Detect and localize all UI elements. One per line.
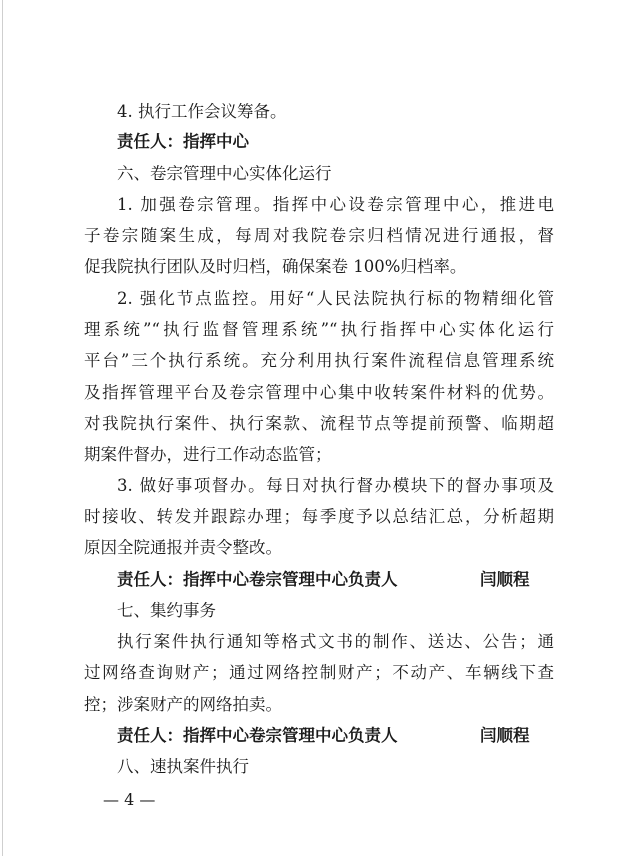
paragraph-line: 期案件督办，进行工作动态监管；: [84, 445, 332, 464]
paragraph-line: 原因全院通报并责令整改。: [84, 538, 282, 557]
paragraph-line: 控；涉案财产的网络拍卖。: [84, 695, 282, 714]
paragraph-line: 3. 做好事项督办。每日对执行督办模块下的督办事项及: [117, 476, 554, 495]
responsible-person-command-center: 责任人：指挥中心: [117, 132, 249, 151]
paragraph-line: 1. 加强卷宗管理。指挥中心设卷宗管理中心，推进电: [117, 195, 554, 214]
page-number: — 4 —: [103, 790, 156, 809]
paragraph-line: 子卷宗随案生成，每周对我院卷宗归档情况进行通报，督: [84, 226, 554, 245]
paragraph-line: 过网络查询财产；通过网络控制财产；不动产、车辆线下查: [84, 663, 554, 682]
section-6-heading: 六、卷宗管理中心实体化运行: [117, 164, 332, 183]
paragraph-line: 平台”三个执行系统。充分利用执行案件流程信息管理系统: [84, 351, 554, 370]
item-4-meeting-prep: 4. 执行工作会议筹备。: [117, 102, 287, 121]
responsible-person-row: [117, 566, 537, 594]
paragraph-line: 及指挥管理平台及卷宗管理中心集中收转案件材料的优势。: [84, 383, 554, 402]
paragraph-line: 执行案件执行通知等格式文书的制作、送达、公告；通: [117, 632, 554, 651]
responsible-name: 闫顺程: [480, 570, 530, 589]
section-7-heading: 七、集约事务: [117, 601, 216, 620]
paragraph-line: 理系统”“执行监督管理系统”“执行指挥中心实体化运行: [84, 320, 554, 339]
paragraph-line: 促我院执行团队及时归档，确保案卷 100%归档率。: [84, 257, 467, 276]
responsible-name: 闫顺程: [480, 726, 530, 745]
paragraph-line: 时接收、转发并跟踪办理；每季度予以总结汇总，分析超期: [84, 507, 554, 526]
section-8-heading: 八、速执案件执行: [117, 757, 249, 776]
page-edge-line: [2, 0, 3, 856]
paragraph-line: 2. 强化节点监控。用好“人民法院执行标的物精细化管: [117, 289, 554, 308]
paragraph-line: 对我院执行案件、执行案款、流程节点等提前预警、临期超: [84, 414, 554, 433]
responsible-label: 责任人：指挥中心卷宗管理中心负责人: [117, 570, 398, 589]
responsible-person-row: [117, 722, 537, 750]
responsible-label: 责任人：指挥中心卷宗管理中心负责人: [117, 726, 398, 745]
